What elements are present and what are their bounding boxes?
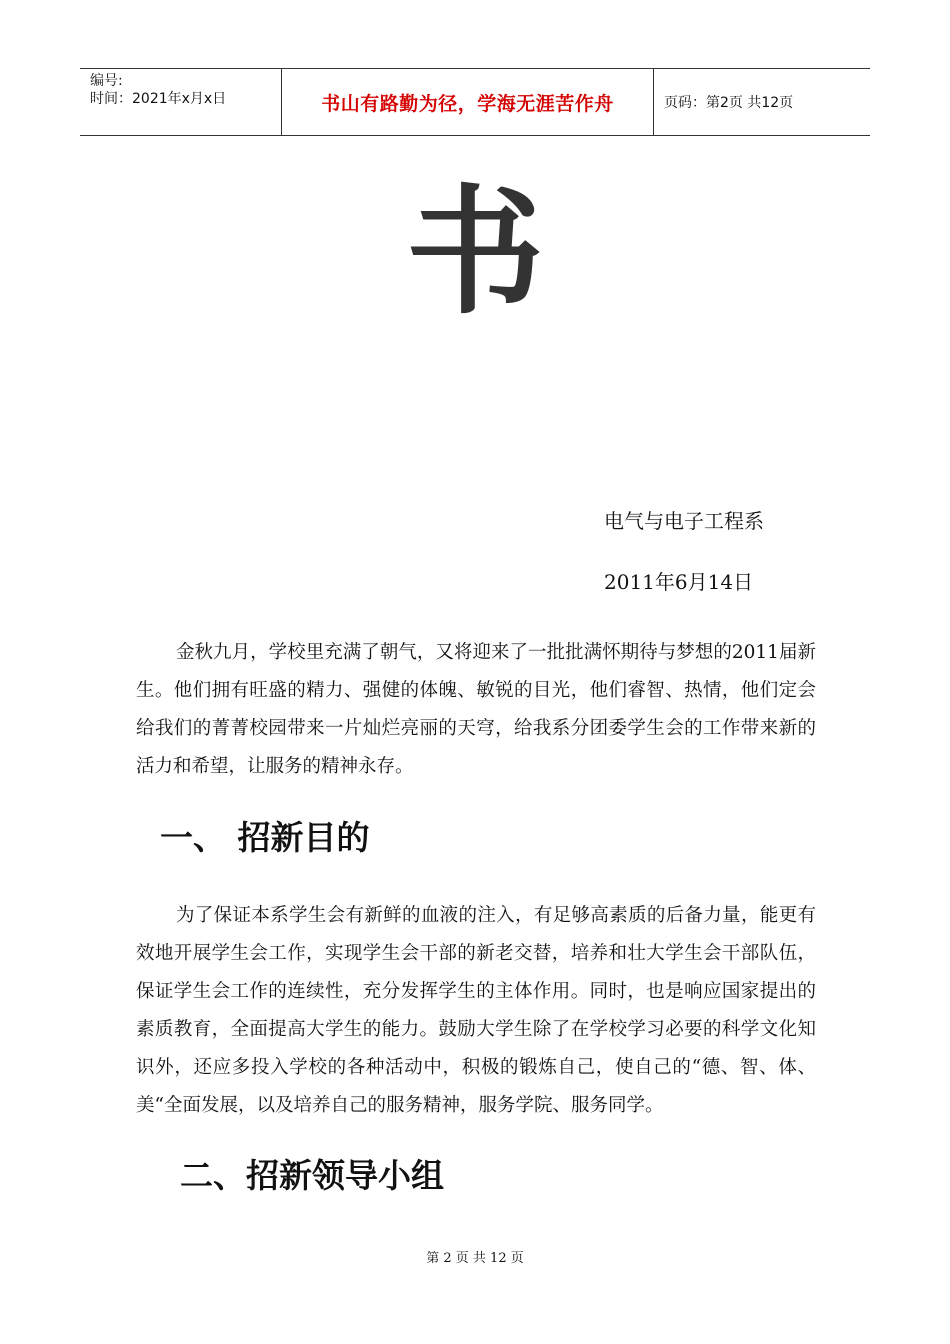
header-page-info: 页码：第2页 共12页 — [664, 95, 794, 111]
document-header — [80, 68, 870, 136]
header-motto: 书山有路勤为径，学海无涯苦作舟 — [282, 69, 654, 135]
page-footer: 第 2 页 共 12 页 — [426, 1251, 524, 1266]
header-meta-cell — [80, 69, 282, 135]
purpose-paragraph: 为了保证本系学生会有新鲜的血液的注入，有足够高素质的后备力量，能更有效地开展学生会工作，实现学生会干部的新老交替，培养和壮大学生会干部队伍，保证学生会工作的连续性，充分发挥学生的主体作用。同时，也是响应国家提出的素质教育，全面提高大学生的能力。鼓励大学生除了在学校学习必要的科学文化知识外，还应多投入学校的各种活动中，积极的锻炼自己，使自己的“德、智、体、美“全面发展，以及培养自己的服务精神，服务学院、服务同学。 — [136, 905, 816, 1116]
document-date: 2011年6月14日 — [604, 570, 754, 594]
number-label: 编号: — [90, 73, 123, 89]
department-name: 电气与电子工程系 — [604, 509, 764, 533]
cover-character: 书 — [405, 172, 544, 333]
intro-paragraph: 金秋九月，学校里充满了朝气，又将迎来了一批批满怀期待与梦想的2011届新生。他们拥有旺盛的精力、强健的体魄、敏锐的目光，他们睿智、热情，他们定会给我们的菁菁校园带来一片灿烂亮丽的天穹，给我系分团委学生会的工作带来新的活力和希望，让服务的精神永存。 — [136, 642, 816, 777]
time-label: 时间：2021年x月x日 — [90, 91, 227, 107]
section-heading-leadership: 二、招新领导小组 — [180, 1156, 444, 1195]
section-heading-purpose: 一、 招新目的 — [160, 818, 370, 857]
